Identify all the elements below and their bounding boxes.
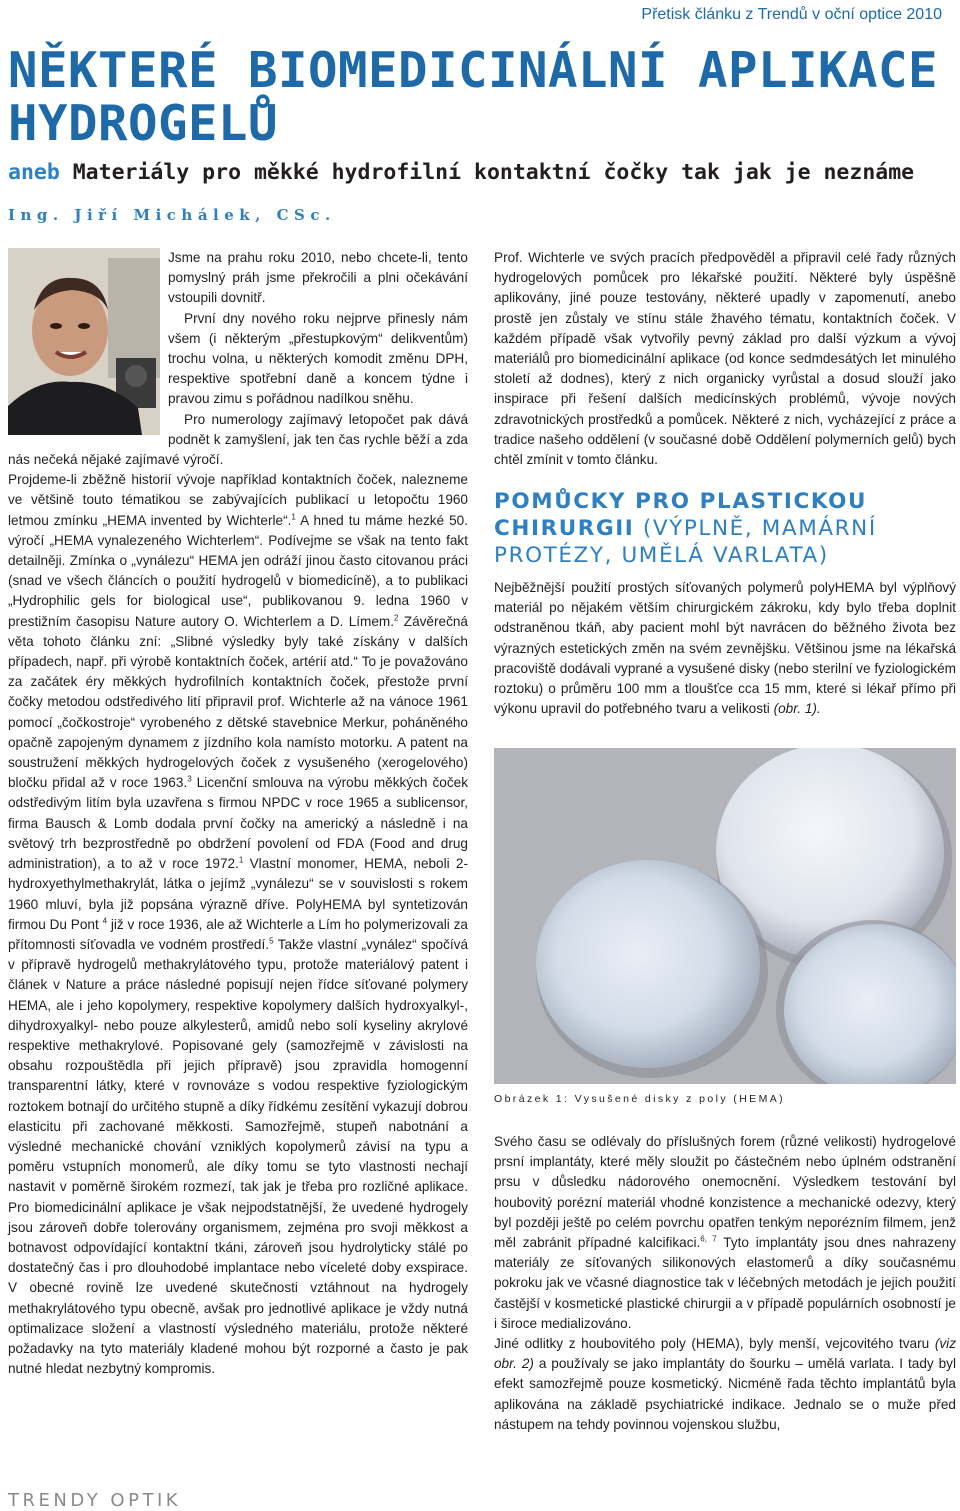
implant-paragraph-1 [494, 1132, 956, 1334]
footnote-ref: 3 [187, 774, 192, 784]
section-text: Nejběžnější použití prostých síťovaných polymerů polyHEMA byl výplňový materiál po nějakém větším chirurgickém zákroku, kdy bylo třeba doplnit odstraněnou tkáň, aby pacient mohl být navrácen do běžného života bez výrazných estetických změn na svém zevnějšku. Většinou jsme na lékařská pracoviště dodávali vyprané a vysušené disky (nebo sterilní ve fyziologickém roztoku) o průměru 100 mm a tloušťce cca 15 mm, které si lékař přímo při výkonu upravil do potřebného tvaru a velikosti [494, 580, 956, 717]
body-text-part: Závěrečná věta tohoto článku zní: „Slibné výsledky byly také získány v dalších případech, např. při výrobě kontaktních čoček, artérií atd.“ To je považováno za začátek éry měkkých hydrofilních kontaktních čoček, přestože první čočky metodou odstředivého lití připravil prof. Wichterle až na vánoce 1961 pomocí „čočkostroje“ vyrobeného z dětské stavebnice Merkur, poháněného opačně zapojeným dynamem z jízdního kola namísto motorku. A patent na soustružení měkkých hydrogelových čoček z vysušeného (xerogelového) bločku přidal až v roce 1963. [8, 613, 468, 791]
article-title: NĚKTERÉ BIOMEDICINÁLNÍ APLIKACE HYDROGELŮ [8, 42, 939, 152]
right-column-continued [494, 1132, 956, 1435]
article-subtitle [8, 160, 914, 185]
body-text-part: Tyto implantáty jsou dnes nahrazeny materiály ze síťovaných silikonových elastomerů a díky současnému pokroku jak ve včasné diagnostice tak v léčebných metodách je jejich použití častější v kosmetické plastické chirurgii a v případě populárních osobností je i široce medializováno. [494, 1235, 956, 1331]
section-heading [494, 488, 914, 569]
intro-paragraph-3: Pro numerology zajímavý letopočet pak dává podnět k zamyšlení, jak ten čas rychle běží a zda nás nečeká nějaké zajímavé výročí. [8, 411, 468, 468]
body-text-part: Jiné odlitky z houbovitého poly (HEMA), byly menší, vejcovitého tvaru [494, 1336, 930, 1352]
subtitle-text: Materiály pro měkké hydrofilní kontaktní čočky tak jak je neznáme [72, 160, 915, 185]
section-heading-main: POMŮCKY PRO PLASTICKOU CHIRURGII [494, 489, 868, 541]
figure-caption: Obrázek 1: Vysušené disky z poly (HEMA) [494, 1093, 786, 1105]
author-photo [8, 248, 160, 435]
figure-reference: (viz obr. 2) [494, 1336, 957, 1372]
body-text-part: Takže vlastní „vynález“ spočívá v přípravě hydrogelů methakrylátového typu, protože materiálový patent i článek v Nature a práce následné popisují nejen řídce síťované polymery HEMA, ale i jeho kopolymery, respektive kopolymery dalších hydroxyalkyl-, dihydroxyalkyl- nebo pouze alkylesterů, amidů nebo solí kyseliny akrylové respektive methakrylové. Popisované gely (samozřejmě v závislosti na obsahu rozpouštědla při jejich přípravě) jsou zpravidla homogenní transparentní látky, které v rovnováze s vodou respektive fyziologickým roztokem botnají do určitého stupně a díky řídkému zesítění vykazují dobrou elasticitu při zachované měkkosti. Samozřejmě, stupeň nabotnání a výsledné mechanické chování vzniklých kopolymerů závisí na typu a poměru vstupních monomerů, ale díky tomu se tyto vlastnosti nechají nastavit v poměrně širokém rozmezí, tak jak je třeba pro rozličné aplikace. Pro biomedicinální aplikace je však nejpodstatnější, že uvedené hydrogely jsou zároveň dobře tolerovány organismem, zejména pro svoji měkkost a botnavost odpovídající kontaktní tkáni, zároveň jsou hydrolyticky stálé po dostatečný čas i pro dlouhodobé implantace nebo víceleté doby exspirace. V obecné rovině lze uvedené skutečnosti vztáhnout na hydrogely methakrylátového typu obecně, avšak pro jednotlivé aplikace je vždy nutná optimalizace složení a vlastností výsledného materiálu, protože některé požadavky na tyto materiály kladené mohou být rozporné a často je pak nutné hledat nezbytný kompromis. [8, 936, 469, 1377]
body-text-part: Licenční smlouva na výrobu měkkých čoček odstředivým litím byla uzavřena s firmou NPDC v roce 1965 a sublicensor, firma Bausch & Lomb dodala první čočky na americký a následně i na světový trh bezprostředně po obdržení povolení od FDA (Food and drug administration), a to až v roce 1972. [8, 775, 468, 872]
body-text-part: již v roce 1936, ale až Wichterle a Lím ho polymerizovali za přítomnosti síťovadla ve vodném prostředí. [8, 916, 468, 952]
figure-hema-discs [494, 748, 956, 1084]
body-text-part: A hned tu máme hezké 50. výročí „HEMA vynalezeného Wichterlem“. Podívejme se však na tento fakt detailněji. Zmínka o „vynálezu“ HEMA jen odráží jinou často citovanou práci (snad ve všech článcích o použití hydrogelů v biomedicíně), a to publikaci „Hydrophilic gels for biological use“, publikovanou 9. ledna 1960 v prestižním časopisu Nature autory O. Wichterlem a D. Límem. [8, 512, 468, 629]
footnote-ref: 2 [394, 613, 399, 623]
body-text-part: Svého času se odlévaly do příslušných forem (různé velikosti) hydrogelové prsní implantáty, které měly sloužit po částečném nebo úplném odstranění prsu v důsledku nádorového onemocnění. Výsledkem testování byl houbovitý porézní materiál vhodné konzistence a mechanické odezvy, který byl později ještě po celém povrchu opatřen tenkým neporézním filmem, jenž měl zabránit případné kalcifikaci. [494, 1134, 956, 1251]
section-heading-sub: (VÝPLNĚ, MAMÁRNÍ PROTÉZY, UMĚLÁ VARLATA) [494, 516, 877, 568]
section-paragraph [494, 578, 956, 719]
body-text-part: Vlastní monomer, HEMA, neboli 2-hydroxyethylmethakrylát, látka o jejímž „vynálezu“ se v souvislosti s rokem 1960 mluví, byla již popsána výrazně dříve. PolyHEMA byl syntetizován firmou Du Pont [8, 856, 468, 932]
right-intro-paragraph: Prof. Wichterle ve svých pracích předpověděl a připravil celé řady různých hydrogelových pomůcek pro lékařské použití. Některé byly úspěšně aplikovány, jiné pouze testovány, některé upadly v zapomenutí, anebo prostě jen zůstaly ve stínu stále žhavého tématu, kontaktních čoček. V každém případě však vytvořily pevný základ pro další výzkum a vývoj materiálů pro biomedicinální aplikace (od konce sedmdesátých let minulého století až dodnes), který z nich organicky vyrůstal a dosud slouží jako inspirace při řešení dalších medicínských problémů, vývoje nových zdravotnických prostředků a pomůcek. Některé z nich, vycházející z práce a tradice našeho oddělení (v současné době Oddělení polymerních gelů) bych chtěl zmínit v tomto článku. [494, 250, 956, 468]
footnote-ref: 1 [291, 512, 296, 522]
footnote-ref: 5 [269, 936, 274, 946]
footer-brand: TRENDY OPTIK [8, 1490, 182, 1511]
footnote-ref: 6, 7 [700, 1234, 717, 1244]
body-paragraph [8, 470, 468, 1379]
body-text-part: a používaly se jako implantáty do šourku – umělá varlata. I tady byl efekt samozřejmě pouze kosmetický. Nicméně řada těchto implantátů byla aplikována na základě psychiatrické indikace. Jednalo se o muže před nástupem na tehdy povinnou vojenskou službu, [494, 1356, 956, 1432]
figure-reference: (obr. 1). [773, 701, 821, 717]
implant-paragraph-2 [494, 1334, 956, 1435]
intro-paragraph-1: Jsme na prahu roku 2010, nebo chcete-li, tento pomyslný práh jsme překročili a plni očekávání vstoupili dovnitř. [168, 250, 468, 306]
left-column [8, 248, 468, 1379]
body-text-part: Projdeme-li zběžně historií vývoje například kontaktních čoček, nalezneme ve většině touto tématikou se zabývajících publikací u letopočtu 1960 letmou zmínku „HEMA invented by Wichterle“. [8, 472, 468, 528]
reprint-note: Přetisk článku z Trendů v oční optice 2010 [641, 6, 942, 23]
footnote-ref: 4 [102, 916, 108, 926]
intro-paragraph-2: První dny nového roku nejprve přinesly nám všem (i některým „přestupkovým“ delikventům) trochu volna, u některých komodit změnu DPH, respektive spotřební daně a koncem týdne i pravou zimu s pořádnou nadílkou sněhu. [168, 310, 468, 407]
author-line: Ing. Jiří Michálek, CSc. [8, 206, 336, 224]
footnote-ref: 1 [238, 855, 244, 865]
subtitle-prefix: aneb [8, 160, 60, 185]
right-column-intro [494, 248, 956, 470]
